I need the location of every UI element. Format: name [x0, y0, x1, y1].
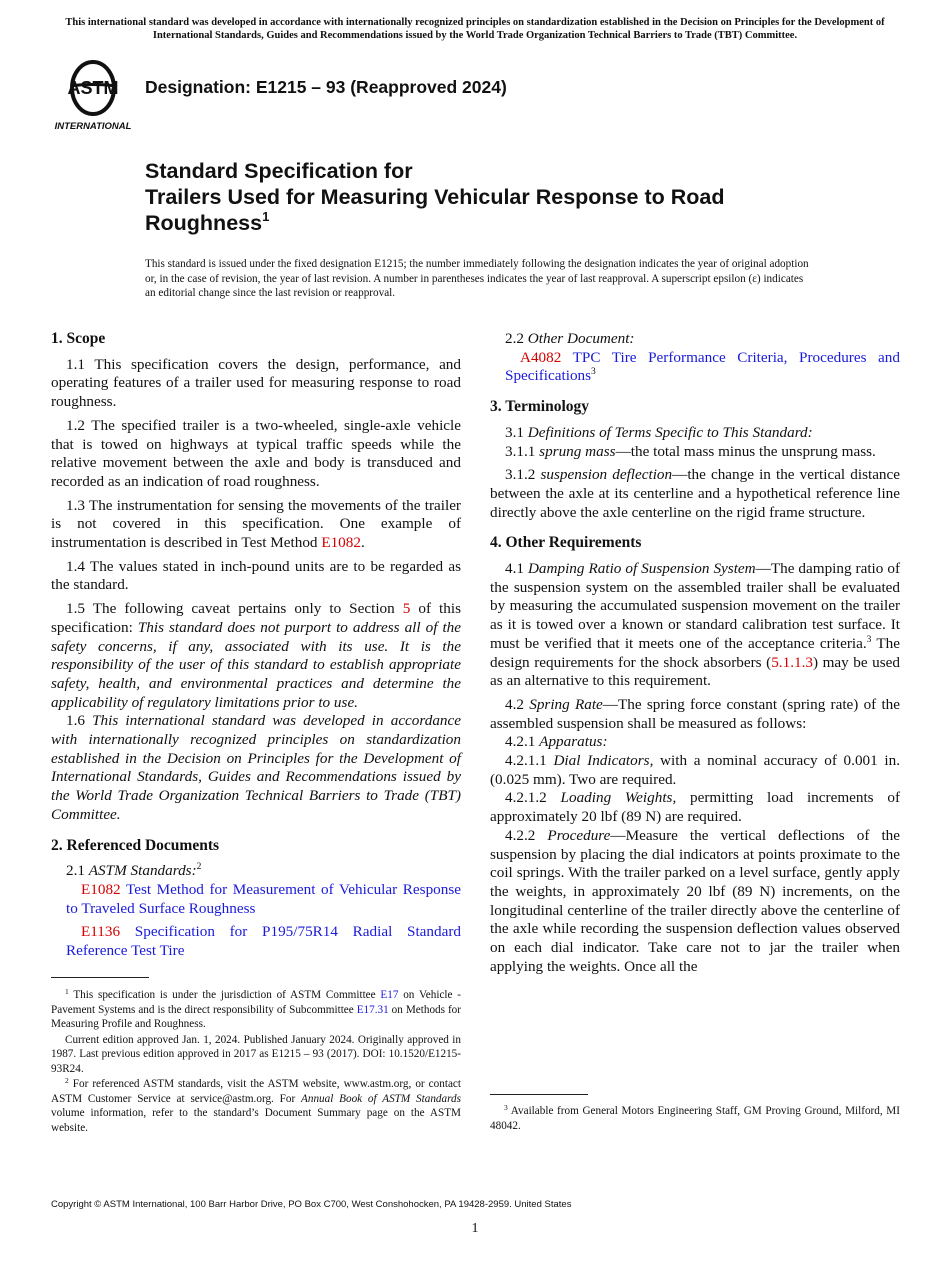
- paragraph-1-5-mid: of this specification:: [51, 600, 461, 636]
- paragraph-4-2-num: 4.2: [505, 695, 530, 713]
- link-e1082[interactable]: E1082: [321, 534, 361, 552]
- paragraph-4-1-mid: The design requirements for the shock absorbers (: [490, 634, 900, 671]
- astm-logo-icon: [52, 56, 134, 132]
- definition-suspension-deflection: —the change in the vertical distance between the axle at its centerline and a hypothetical reference line directly above the axle centerline on the rigid frame structure.: [490, 466, 901, 521]
- section-heading-referenced: 2. Referenced Documents: [51, 836, 220, 854]
- footnote-1-mark: 1: [65, 987, 69, 996]
- definition-spring-rate: —The spring force constant (spring rate) of the assembled suspension shall be measured as follows:: [490, 695, 901, 732]
- paragraph-1-3-end: .: [360, 534, 365, 552]
- paragraph-4-1-num: 4.1: [505, 560, 528, 578]
- paragraph-4-2-1: [490, 733, 900, 752]
- title-footnote-mark: 1: [262, 209, 270, 224]
- reference-title-e1082[interactable]: Test Method for Measurement of Vehicular Response to Traveled Surface Roughness: [66, 880, 461, 917]
- footnote-3: [490, 1104, 900, 1133]
- logo-text: ASTM: [67, 78, 119, 98]
- definition-procedure: —Measure the vertical deflections of the suspension by placing the dial indicators at points proximate to the coil springs. With the trailer parked on a level surface, gently apply the weights, in approximately 20 lbf (89 N) increments, on the longitudinal centerline of the trailer directly above the centerline of the axle while recording the suspension deflection values observed on each dial indicator. Take care not to jar the trailer when applying the weights. Once all the: [490, 826, 901, 975]
- paragraph-3-1-1: [490, 443, 900, 462]
- paragraph-3-1-2-num: 3.1.2: [505, 466, 541, 484]
- footnote-2-mark: 2: [65, 1076, 69, 1085]
- footnote-2: [51, 1077, 461, 1135]
- copyright: Copyright © ASTM International, 100 Barr Harbor Drive, PO Box C700, West Conshohocken, PA 19428-2959. United States: [51, 1199, 572, 1210]
- title-main: Trailers Used for Measuring Vehicular Response to Road Roughness: [145, 185, 725, 235]
- paragraph-1-3: [51, 497, 461, 553]
- footnotes-left: [51, 988, 461, 1136]
- designation: Designation: E1215 – 93 (Reapproved 2024): [145, 77, 507, 97]
- footnote-rule-right: [490, 1094, 588, 1095]
- reference-code-e1136[interactable]: E1136: [81, 923, 121, 941]
- definitions-label: Definitions of Terms Specific to This Standard:: [527, 423, 813, 441]
- footnote-1-mid: on Vehicle - Pavement Systems and is the direct responsibility of Subcommittee: [51, 989, 461, 1016]
- paragraph-4-2-1-2: [490, 789, 900, 826]
- apparatus-label: Apparatus:: [539, 733, 608, 751]
- term-spring-rate: Spring Rate: [529, 695, 603, 713]
- paragraph-3-1-2: [490, 466, 900, 522]
- footnote-mark-3: 3: [591, 367, 596, 378]
- footnote-3-text: Available from General Motors Engineering Staff, GM Proving Ground, Milford, MI 48042.: [490, 1105, 900, 1132]
- term-loading-weights: Loading Weights,: [560, 789, 677, 807]
- reference-item: [51, 881, 461, 918]
- definition-dial-indicators: with a nominal accuracy of 0.001 in. (0.025 mm). Two are required.: [490, 752, 901, 788]
- term-suspension-deflection: suspension deflection: [540, 466, 673, 484]
- definition-loading-weights: permitting load increments of approximately 20 lbf (89 N) are required.: [490, 789, 901, 826]
- footnote-2-italic: Annual Book of ASTM Standards: [301, 1092, 461, 1105]
- paragraph-4-2: [490, 696, 900, 733]
- paragraph-4-2-1-1-num: 4.2.1.1: [505, 752, 554, 770]
- paragraph-1-5-text: 1.5 The following caveat pertains only to Section: [66, 600, 403, 618]
- paragraph-2-2: [490, 330, 900, 349]
- other-document-label: Other Document:: [527, 330, 635, 347]
- paragraph-1-6-num: 1.6: [66, 712, 93, 730]
- reference-code-a4082[interactable]: A4082: [520, 348, 562, 366]
- footnote-mark-3: 3: [866, 634, 872, 645]
- paragraph-1-5: [51, 600, 461, 712]
- reference-code-e1082[interactable]: E1082: [81, 880, 121, 898]
- paragraph-3-1: [490, 424, 900, 443]
- document-title: [145, 158, 845, 236]
- paragraph-2-2-num: 2.2: [505, 330, 528, 347]
- section-heading-other-requirements: 4. Other Requirements: [490, 534, 642, 552]
- footnote-1-text: This specification is under the jurisdiction of ASTM Committee: [68, 989, 381, 1001]
- term-dial-indicators: Dial Indicators,: [553, 752, 654, 770]
- paragraph-4-1: [490, 560, 900, 691]
- footnotes-right: [490, 1104, 900, 1134]
- footnote-2-text: For referenced ASTM standards, visit the ASTM website, www.astm.org, or contact ASTM Customer Service at service@astm.org. For: [51, 1078, 461, 1105]
- astm-standards-label: ASTM Standards:: [88, 862, 197, 880]
- title-line-2: [145, 184, 845, 236]
- reference-item: [51, 923, 461, 960]
- paragraph-3-1-num: 3.1: [505, 423, 528, 441]
- page-number: 1: [471, 1221, 479, 1236]
- header-notice: This international standard was developed in accordance with internationally recognized principles on standardization established in the Decision on Principles for the Development of International Standards, Guides and Recommendations issued by the World Trade Organization Technical Barriers to Trade (TBT) Committee.: [65, 17, 885, 41]
- term-sprung-mass: sprung mass: [539, 442, 616, 460]
- footnote-2-end: volume information, refer to the standard’s Document Summary page on the ASTM website.: [51, 1107, 461, 1134]
- standard-note: This standard is issued under the fixed designation E1215; the number immediately following the designation indicates the year of original adoption or, in the case of revision, the year of last revision. A number in parentheses indicates the year of last reapproval. A superscript epsilon (ε) indicates an editorial change since the last revision or reapproval.: [145, 258, 809, 299]
- paragraph-2-1: [51, 862, 461, 881]
- footnote-rule-left: [51, 977, 149, 978]
- title-line-1: Standard Specification for: [145, 159, 413, 183]
- paragraph-4-2-1-2-num: 4.2.1.2: [505, 789, 561, 807]
- wto-statement: This international standard was developed in accordance with internationally recognized principles on standardization established in the Decision on Principles for the Development of International Standards, Guides and Recommendations issued by the World Trade Organization Technical Barriers to Trade (TBT) Committee.: [51, 712, 462, 823]
- footnote-3-mark: 3: [504, 1103, 508, 1112]
- footnote-1-end: on Methods for Measuring Profile and Roughness.: [51, 1003, 461, 1030]
- reference-item: [490, 349, 900, 386]
- edition-note: Current edition approved Jan. 1, 2024. Published January 2024. Originally approved in 1987. Last previous edition approved in 2017 as E1215 – 93 (2017). DOI: 10.1520/E1215-93R24.: [51, 1033, 461, 1075]
- paragraph-1-1: 1.1 This specification covers the design, performance, and operating features of a trailer used for measuring response to road roughness.: [51, 355, 461, 411]
- paragraph-1-4: 1.4 The values stated in inch-pound units are to be regarded as the standard.: [51, 557, 461, 594]
- right-column: [490, 330, 900, 977]
- astm-logo: [52, 56, 134, 132]
- logo-subtext: INTERNATIONAL: [54, 121, 132, 132]
- term-procedure: Procedure: [547, 826, 611, 844]
- link-section-5[interactable]: 5: [402, 600, 411, 618]
- paragraph-4-2-2-num: 4.2.2: [505, 826, 548, 844]
- reference-title-e1136[interactable]: Specification for P195/75R14 Radial Standard Reference Test Tire: [66, 923, 462, 960]
- safety-caveat: This standard does not purport to address all of the safety concerns, if any, associated with its use. It is the responsibility of the user of this standard to establish appropriate safety, health, and environmental practices and determine the applicability of regulatory limitations prior to use.: [51, 618, 461, 711]
- footnote-1: [51, 988, 461, 1032]
- paragraph-4-1-end: ) may be used as an alternative to this requirement.: [490, 653, 900, 690]
- footnote-mark-2: 2: [196, 862, 202, 873]
- link-5-1-1-3[interactable]: 5.1.1.3: [771, 653, 813, 671]
- paragraph-1-6: [51, 712, 461, 824]
- paragraph-1-3-text: 1.3 The instrumentation for sensing the movements of the trailer is not covered in this specification. One example of instrumentation is described in Test Method: [51, 496, 461, 552]
- paragraph-1-2: 1.2 The specified trailer is a two-wheeled, single-axle vehicle that is towed on highways at typical traffic speeds while the relative movement between the axle and body is transduced and recorded as an indication of road roughness.: [51, 416, 461, 490]
- reference-title-a4082[interactable]: TPC Tire Performance Criteria, Procedures and Specifications: [505, 348, 900, 385]
- paragraph-3-1-1-num: 3.1.1: [505, 442, 540, 460]
- link-e17[interactable]: E17: [380, 989, 399, 1001]
- link-e17-31[interactable]: E17.31: [356, 1003, 389, 1016]
- definition-sprung-mass: —the total mass minus the unsprung mass.: [615, 442, 876, 460]
- paragraph-4-2-1-num: 4.2.1: [505, 733, 540, 751]
- left-column: [51, 330, 461, 966]
- paragraph-4-1-text: —The damping ratio of the suspension system on the assembled trailer shall be evaluated by measuring the accumulated suspension movement on the trailer as it is towed over a known or standard calibration test surface. It must be verified that it meets one of the acceptance criteria.: [490, 560, 901, 652]
- paragraph-2-1-num: 2.1: [66, 862, 89, 880]
- paragraph-4-2-1-1: [490, 752, 900, 789]
- section-heading-scope: 1. Scope: [51, 330, 106, 347]
- section-heading-terminology: 3. Terminology: [490, 398, 590, 416]
- term-damping-ratio: Damping Ratio of Suspension System: [527, 560, 756, 578]
- paragraph-4-2-2: [490, 827, 900, 977]
